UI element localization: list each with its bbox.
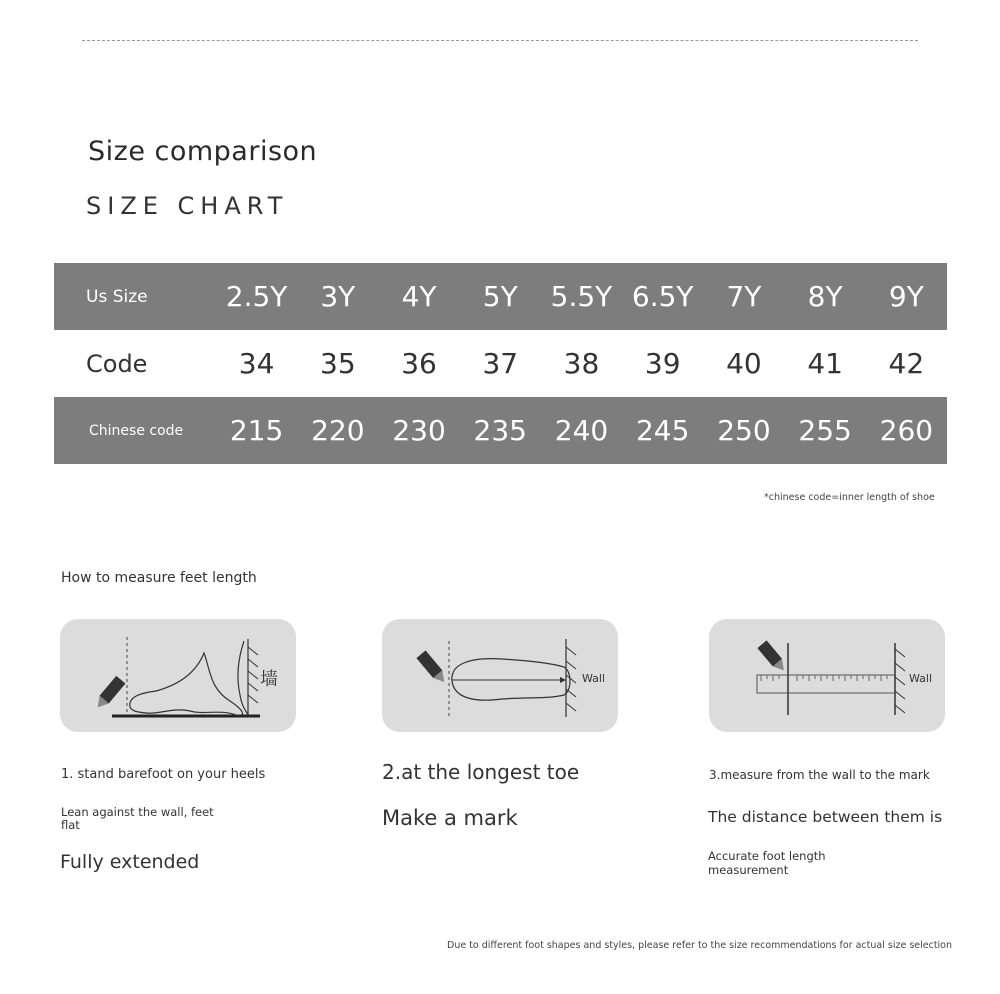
table-cell: 6.5Y: [622, 263, 703, 330]
wall-label: Wall: [909, 672, 933, 685]
table-cell: 4Y: [378, 263, 459, 330]
step-1-illustration: [60, 619, 296, 732]
pencil-icon: [93, 676, 125, 711]
step-3-illustration: [709, 619, 945, 732]
table-cell: 245: [622, 397, 703, 464]
table-cell: 230: [378, 397, 459, 464]
table-row: [54, 263, 947, 330]
step-2-line-1: 2.at the longest toe: [382, 760, 580, 784]
step-3-line-3: Accurate foot length measurement: [708, 849, 826, 877]
table-cell: 39: [644, 347, 681, 380]
table-cell: 3Y: [297, 263, 378, 330]
foot-against-wall-icon: [60, 619, 296, 732]
size-chart-subtitle: SIZE CHART: [86, 192, 289, 220]
row-label-code: Code: [86, 349, 148, 378]
table-cell: 2.5Y: [216, 263, 297, 330]
measure-heading: How to measure feet length: [61, 570, 257, 586]
table-cell: 260: [866, 397, 947, 464]
page-title: Size comparison: [88, 136, 318, 167]
table-cell: 215: [216, 397, 297, 464]
bottom-note: Due to different foot shapes and styles, please refer to the size recommendations for actual size selection: [447, 940, 953, 951]
table-cell: 220: [297, 397, 378, 464]
foot-outline-mark-icon: [382, 619, 618, 732]
table-cell: 40: [726, 347, 762, 380]
table-cell: 36: [401, 347, 437, 380]
table-cell: 42: [888, 347, 925, 380]
table-cell: 235: [460, 397, 541, 464]
table-cell: 7Y: [703, 263, 784, 330]
step-1-line-2: Lean against the wall, feet flat: [61, 805, 214, 832]
table-cell: 8Y: [785, 263, 866, 330]
table-row: [54, 397, 947, 464]
step-1-line-1: 1. stand barefoot on your heels: [61, 767, 266, 782]
table-cell: 240: [541, 397, 622, 464]
table-cell: 34: [238, 347, 275, 380]
ruler-measure-icon: [709, 619, 945, 732]
pencil-icon: [757, 640, 788, 674]
table-cell: 35: [320, 347, 356, 380]
step-3-line-2: The distance between them is: [708, 808, 943, 826]
row-label-chinese-code: Chinese code: [54, 397, 216, 464]
pencil-icon: [416, 650, 448, 685]
table-cell: 5.5Y: [541, 263, 622, 330]
table-cell: 38: [563, 347, 600, 380]
table-cell: 255: [785, 397, 866, 464]
top-divider: [82, 40, 918, 41]
table-cell: 37: [482, 347, 519, 380]
wall-label: 墙: [260, 669, 278, 690]
size-table: [54, 263, 947, 464]
table-cell: 9Y: [866, 263, 947, 330]
table-row: [54, 330, 947, 397]
step-3-line-1: 3.measure from the wall to the mark: [709, 768, 930, 782]
step-2-line-2: Make a mark: [382, 806, 518, 830]
table-cell: 5Y: [460, 263, 541, 330]
table-footnote: *chinese code=inner length of shoe: [764, 492, 935, 503]
step-1-line-3: Fully extended: [60, 851, 200, 873]
table-cell: 250: [703, 397, 784, 464]
row-label-us-size: Us Size: [54, 263, 216, 330]
table-cell: 41: [807, 347, 843, 380]
wall-label: Wall: [582, 672, 606, 685]
step-2-illustration: [382, 619, 618, 732]
